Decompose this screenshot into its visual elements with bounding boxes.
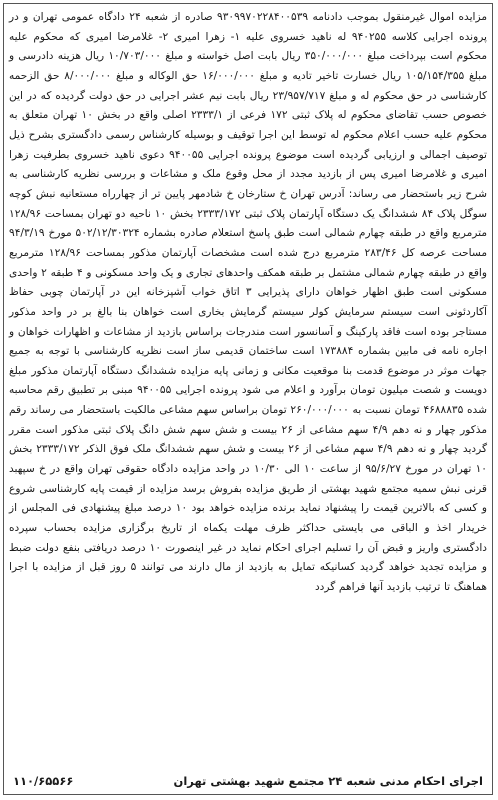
notice-body: مزایده اموال غیرمنقول بموجب دادنامه ۹۳۰۹۹۷۰۲۲۸۴۰۰۵۳۹ صادره از شعبه ۲۴ دادگاه عمومی تهران و در پرونده اجرایی کلاسه ۹۴۰۲۵۵ له ناهید خسروی علیه ۱- زهرا امیری ۲- غلامرضا امیری که محکوم علیه محکوم است بپرداخت مبلغ ۳۵۰/۰۰۰/۰۰۰ ریال بابت اصل خواسته و مبلغ ۱۰/۷۰۳/۰۰۰ ریال هزینه دادرسی و مبلغ ۱۰۵/۱۵۴/۳۵۵ ریال خسارت تاخیر تادیه و مبلغ ۱۶/۰۰۰/۰۰۰ حق الوکاله و مبلغ ۸/۰۰۰/۰۰۰ حق الزحمه کارشناسی در حق محکوم له و مبلغ ۲۳/۹۵۷/۷۱۷ ریال بابت نیم عشر اجرایی در حق دولت گردیده که در این خصوص حسب تقاضای محکوم له پلاک ثبتی ۱۷۲ فرعی از ۲۳۳۳/۱ اصلی واقع در بخش ۱۰ تهران متعلق به محکوم علیه حسب اعلام محکوم له توسط این اجرا توقیف و بوسیله کارشناس رسمی دادگستری بشرح ذیل توصیف اجمالی و ارزیابی گردیده است موضوع پرونده اجرایی ۹۴۰۰۵۵ دعوی ناهید خسروی بطرفیت زهرا امیری و غلامرضا امیری پس از بازدید مجدد از محل وقوع ملک و مشاعات و بررسی نظریه کارشناسی به شرح زیر باستحضار می رساند: آدرس تهران خ ستارخان خ شادمهر پایین تر از چهارراه مستعانیه نبش کوچه سوگل پلاک ۸۴ ششدانگ یک دستگاه آپارتمان پلاک ثبتی ۲۳۳۳/۱۷۲ بخش ۱۰ ناحیه دو تهران بمساحت ۱۲۸/۹۶ مترمربع واقع در طبقه چهارم شمالی است طبق پاسخ استعلام صادره بشماره ۵۰۲/۱۲/۳۰۳۲۴ مورخ ۹۴/۳/۱۹ مساحت عرصه کل ۲۸۳/۴۶ مترمربع درج شده است مشخصات آپارتمان مذکور بمساحت ۱۲۸/۹۶ مترمربع واقع در طبقه چهارم شمالی مشتمل بر طبقه همکف واحدهای تجاری و یک واحد مسکونی و ۴ طبقه ۲ واحدی مسکونی است طبق اظهار خواهان دارای پذیرایی ۳ اتاق خواب آشپزخانه این در آپارتمان چوبی حفاظ آکاردئونی است سیستم سرمایش کولر سیستم گرمایش بخاری است خواهان بنا بالغ بر در واحد مذکور مستاجر بوده است فاقد پارکینگ و آسانسور است مندرجات براساس بازدید از مشاعات و اظهارات خواهان و اجاره نامه فی مابین بشماره ۱۷۳۸۸۴ است ساختمان قدیمی ساز است نظریه کارشناسی با توجه به جمیع جهات موثر در موضوع قدمت بنا موقعیت مکانی و زمانی پایه مزایده ششدانگ دستگاه آپارتمان مذکور مبلغ دویست و شصت میلیون تومان برآورد و اعلام می شود پرونده اجرایی ۹۴۰۰۵۵ مبنی بر تطبیق رقم محاسبه شده ۴۶۸۸۸۳۵ تومان نسبت به ۲۶۰/۰۰۰/۰۰۰ تومان براساس سهم مشاعی مالکیت باستحضار می رساند رقم مذکور چهار و نه دهم ۴/۹ سهم مشاعی از ۲۶ بیست و شش سهم شش دانگ پلاک ثبتی مذکور است مقرر گردید چهار و نه دهم ۴/۹ سهم مشاعی از ۲۶ بیست و شش سهم ششدانگ ملک فوق الذکر ۲۳۳۳/۱۷۲ بخش ۱۰ تهران در مورخ ۹۵/۶/۲۷ از ساعت ۱۰ الی ۱۰/۳۰ در واحد مزایده دادگاه حقوقی تهران واقع در خ سپهبد قرنی نبش سمیه مجتمع شهید بهشتی از طریق مزایده بفروش برسد مزایده از قیمت پایه کارشناسی شروع و کسی که بالاترین قیمت را پیشنهاد نماید برنده مزایده خواهد بود ۱۰ درصد مبلغ پیشنهادی فی المجلس از خریدار اخذ و الباقی می بایستی حداکثر ظرف مهلت یکماه از تاریخ برگزاری مزایده بحساب سپرده دادگستری واریز و قبض آن را تسلیم اجرای احکام نماید در غیر اینصورت ۱۰ درصد دریافتی بنفع دولت ضبط و مزایده تجدید خواهد گردید کسانیکه تمایل به بازدید از مال دارند می توانند ۵ روز قبل از مزایده با اجرا هماهنگ تا ترتیب بازدید آنها فراهم گردد [9,11,488,594]
notice-footer [9,771,487,791]
issuer-signature: اجرای احکام مدنی شعبه ۲۴ مجتمع شهید بهشتی تهران [173,774,483,788]
notice-code: ۱۱۰/۶۵۵۶۶ [13,774,74,788]
auction-notice [3,3,493,795]
